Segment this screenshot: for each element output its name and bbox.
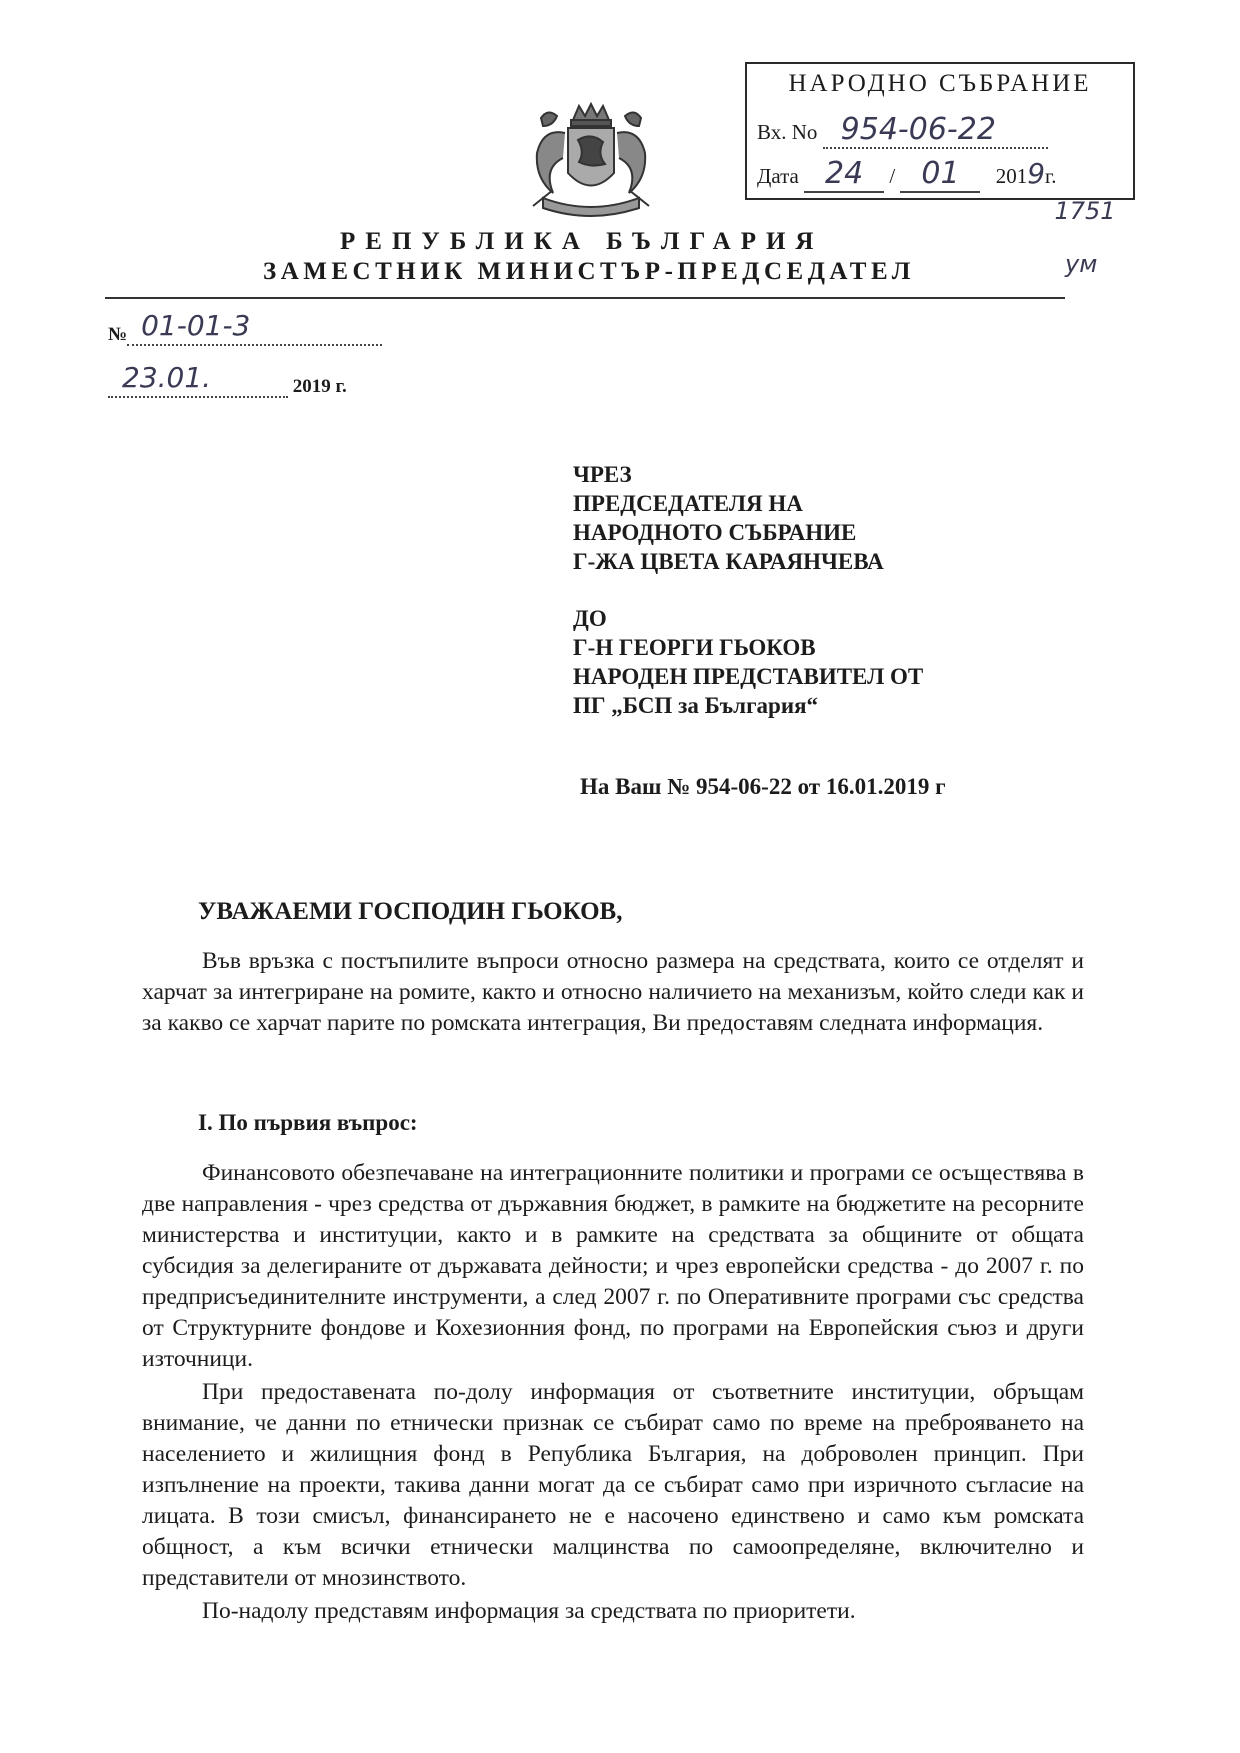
header-office: ЗАМЕСТНИК МИНИСТЪР-ПРЕДСЕДАТЕЛ xyxy=(263,258,915,285)
reference-line: На Ваш № 954-06-22 от 16.01.2019 г xyxy=(580,774,946,799)
stamp-incoming-label: Вх. No xyxy=(757,120,818,144)
header-country: РЕПУБЛИКА БЪЛГАРИЯ xyxy=(340,228,824,255)
addressee-via xyxy=(573,460,884,576)
body-paragraphs xyxy=(142,1158,1084,1627)
intro-paragraph xyxy=(142,946,1084,1039)
section-title: I. По първия въпрос: xyxy=(198,1110,418,1135)
outgoing-number-label: № xyxy=(108,324,128,345)
header-divider xyxy=(105,297,1065,299)
handwritten-signature: ум xyxy=(1065,250,1098,278)
outgoing-number xyxy=(108,309,382,346)
addressee-to-line: ДО xyxy=(573,606,607,631)
addressee-via-line: ПРЕДСЕДАТЕЛЯ НА xyxy=(573,491,803,516)
addressee-to-line: НАРОДЕН ПРЕДСТАВИТЕЛ ОТ xyxy=(573,664,924,689)
stamp-date-year-prefix: 201 xyxy=(995,164,1028,188)
coat-of-arms-icon xyxy=(513,98,663,228)
stamp-date-day: 24 xyxy=(825,156,864,191)
addressee-to-line: ПГ „БСП за България“ xyxy=(573,693,819,718)
stamp-date-row: Дата 24 / 01 2019г. xyxy=(757,156,1057,191)
addressee-via-line: Г-ЖА ЦВЕТА КАРАЯНЧЕВА xyxy=(573,549,884,574)
outgoing-number-value: 01-01-3 xyxy=(141,309,251,342)
intro-text: Във връзка с постъпилите въпроси относно размера на средствата, които се отделят и харчат за интегриране на ромите, както и относно наличието на механизъм, който следи как и за какво се харчат парите по ромската интеграция, Ви предоставям следната информация. xyxy=(142,948,1084,1036)
stamp-date-year-end: г. xyxy=(1045,164,1057,188)
stamp-date-year-suffix: 9 xyxy=(1027,157,1046,190)
body-paragraph: По-надолу представям информация за средствата по приоритети. xyxy=(202,1598,856,1624)
addressee-via-line: ЧРЕЗ xyxy=(573,462,632,487)
stamp-incoming-value: 954-06-22 xyxy=(840,112,996,147)
addressee-to xyxy=(573,604,923,720)
stamp-date-label: Дата xyxy=(757,164,799,188)
stamp-title: НАРОДНО СЪБРАНИЕ xyxy=(788,70,1092,97)
stamp-date-month: 01 xyxy=(921,156,960,191)
addressee-to-line: Г-Н ГЕОРГИ ГЬОКОВ xyxy=(573,635,816,660)
registration-stamp xyxy=(745,62,1135,200)
stamp-incoming-row xyxy=(757,112,1048,149)
body-paragraph: При предоставената по-долу информация от съответните институции, обръщам внимание, че данни по етнически признак се събират само по време на преброяването на населението и жилищния фонд в Република България, на доброволен принцип. При изпълнение на проекти, такива данни могат да се събират само при изричното съгласие на лицата. В този смисъл, финансирането не е насочено единствено и само към ромската общност, а към всички етнически малцинства по самоопределяне, включително и представители от мнозинството. xyxy=(142,1379,1084,1591)
salutation: УВАЖАЕМИ ГОСПОДИН ГЬОКОВ, xyxy=(198,898,623,925)
addressee-via-line: НАРОДНОТО СЪБРАНИЕ xyxy=(573,520,857,545)
outgoing-date-value: 23.01. xyxy=(122,361,212,394)
outgoing-date xyxy=(108,361,347,398)
body-paragraph: Финансовото обезпечаване на интеграционните политики и програми се осъществява в две направления - чрез средства от държавния бюджет, в рамките на бюджетите на ресорните министерства и институции, както и в рамките на средствата за общините от общата субсидия за делегираните от държавата дейности; и чрез европейски средства - до 2007 г. по предприсъединителните инструменти, а след 2007 г. по Оперативните програми със средства от Структурните фондове и Кохезионния фонд, по програми на Европейския съюз и други източници. xyxy=(142,1160,1084,1372)
outgoing-date-suffix: 2019 г. xyxy=(292,376,347,397)
handwritten-side-note: 1751 xyxy=(1054,197,1116,225)
